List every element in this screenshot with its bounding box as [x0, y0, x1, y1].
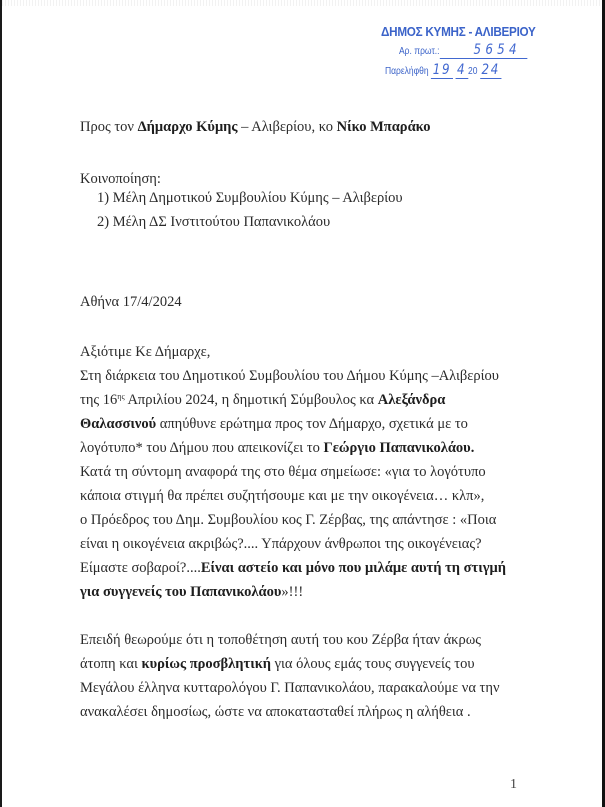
- p1-l4-period: .: [470, 440, 475, 456]
- cc-label: Κοινοποίηση:: [80, 171, 161, 187]
- p2-l2-text: άτοπη και: [80, 656, 142, 672]
- p2-line-1: Επειδή θεωρούμε ότι η τοποθέτηση αυτή του κου Ζέρβα ήταν άκρως: [80, 632, 481, 648]
- cc-item-1: 1) Μέλη Δημοτικού Συμβουλίου Κύμης – Αλιβερίου: [97, 190, 403, 206]
- p1-l10-end: »!!!: [281, 584, 304, 600]
- scan-edge-left: [0, 0, 2, 807]
- page-number: 1: [510, 777, 517, 792]
- p1-line-9: [80, 561, 506, 576]
- p2-l2-text-b: για όλους εμάς τους συγγενείς του: [271, 656, 475, 672]
- p1-l2-text-b: Απριλίου 2024, η δημοτική Σύμβουλος κα: [124, 392, 378, 408]
- p1-line-5: Κατά τη σύντομη αναφορά της στο θέμα σημείωσε: «για το λογότυπο: [80, 464, 486, 480]
- p2-line-3: Μεγάλου έλληνα κυτταρολόγου Γ. Παπανικολάου, παρακαλούμε να την: [80, 680, 500, 696]
- received-stamp: [381, 24, 551, 88]
- councillor-first-name: Αλεξάνδρα: [377, 392, 446, 408]
- p1-line-2: [80, 393, 445, 408]
- recipient-title: Δήμαρχο Κύμης: [137, 119, 238, 135]
- p1-line-1: Στη διάρκεια του Δημοτικού Συμβουλίου του Δήμου Κύμης –Αλιβερίου: [80, 368, 499, 384]
- p2-l2-bold: κυρίως προσβλητική: [141, 656, 271, 672]
- p1-line-3: [80, 417, 468, 432]
- stamp-protocol-row: [399, 42, 528, 59]
- scan-noise-band: [2, 0, 602, 6]
- stamp-received-day: 19: [432, 62, 452, 78]
- stamp-year-prefix: 20: [467, 66, 478, 77]
- stamp-office: ΔΗΜΟΣ ΚΥΜΗΣ - ΑΛΙΒΕΡΙΟΥ: [381, 24, 536, 39]
- stamp-protocol-label: Αρ. πρωτ.:: [399, 46, 440, 57]
- recipient-prefix: Προς τον: [80, 119, 138, 135]
- p1-l9-text: Είμαστε σοβαροί?....: [80, 560, 201, 576]
- p1-l9-bold-quote: Είναι αστείο και μόνο που μιλάμε αυτή τη στιγμή: [200, 560, 506, 576]
- p1-l10-bold-quote: για συγγενείς του Παπανικολάου: [80, 584, 282, 600]
- p1-line-6: κάποια στιγμή θα πρέπει συζητήσουμε και με την οικογένεια… κλπ»,: [80, 488, 485, 504]
- place-date: Αθήνα 17/4/2024: [80, 294, 182, 310]
- p1-line-4: [80, 441, 474, 456]
- recipient-middle: – Αλιβερίου, κο: [237, 119, 337, 135]
- stamp-received-label: Παρελήφθη: [385, 66, 429, 77]
- p1-line-7: ο Πρόεδρος του Δημ. Συμβουλίου κος Γ. Ζέρβας, της απάντησε : «Ποια: [80, 512, 497, 528]
- cc-item-2: 2) Μέλη ΔΣ Ινστιτούτου Παπανικολάου: [97, 214, 331, 230]
- p2-line-2: [80, 657, 475, 672]
- stamp-received-month: 4: [457, 62, 467, 78]
- recipient-line: [80, 120, 431, 135]
- recipient-name: Νίκο Μπαράκο: [336, 119, 431, 135]
- councillor-last-name: Θαλασσινού: [80, 416, 157, 432]
- p1-line-10: [80, 585, 303, 600]
- p1-l4-text: λογότυπο* του Δήμου που απεικονίζει το: [80, 440, 324, 456]
- p1-line-8: είναι η οικογένεια ακριβώς?.... Υπάρχουν άνθρωποι της οικογένειας?: [80, 536, 482, 552]
- p1-l2-text: της 16: [80, 392, 118, 408]
- p2-line-4: ανακαλέσει δημοσίως, ώστε να αποκατασταθεί πλήρως η αλήθεια .: [80, 704, 471, 720]
- stamp-received-row: [385, 62, 502, 79]
- stamp-year-suffix: 24: [481, 62, 501, 78]
- p1-l3-text: απηύθυνε ερώτημα προς τον Δήμαρχο, σχετικά με το: [156, 416, 468, 432]
- stamp-protocol-number: 5654: [440, 42, 528, 59]
- ordinal-suffix: ης: [117, 392, 125, 401]
- salutation: Αξιότιμε Κε Δήμαρχε,: [80, 344, 211, 360]
- papanikolaou-name: Γεώργιο Παπανικολάου: [323, 440, 471, 456]
